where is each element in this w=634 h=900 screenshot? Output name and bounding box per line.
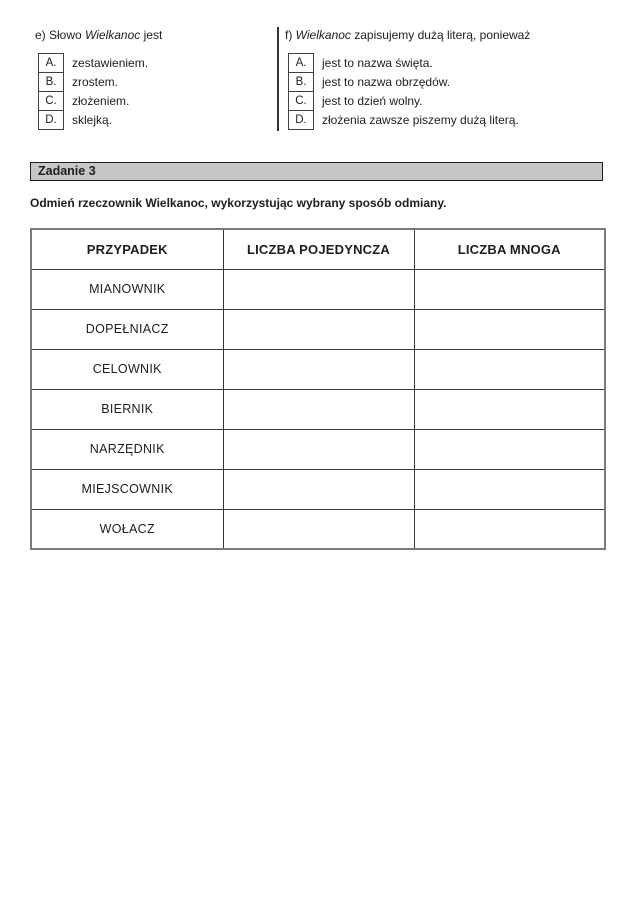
option-text-f-a: jest to nazwa święta. — [322, 56, 433, 70]
option-letter-box-f-c[interactable]: C. — [288, 91, 314, 111]
question-f-options — [288, 53, 615, 130]
option-text-f-b: jest to nazwa obrzędów. — [322, 75, 451, 89]
option-letter-box-e-c[interactable]: C. — [38, 91, 64, 111]
column-header-przypadek: PRZYPADEK — [31, 229, 223, 269]
option-row-f-a — [288, 53, 615, 73]
option-row-f-c — [288, 91, 615, 111]
option-row-f-b — [288, 72, 615, 92]
option-text-e-c: złożeniem. — [72, 94, 130, 108]
case-label-celownik: CELOWNIK — [31, 349, 223, 389]
answer-cell-miejscownik-singular[interactable] — [223, 469, 414, 509]
question-f-title-prefix: f) — [285, 28, 296, 42]
option-text-e-b: zrostem. — [72, 75, 119, 89]
option-text-e-a: zestawieniem. — [72, 56, 149, 70]
case-label-wolacz: WOŁACZ — [31, 509, 223, 549]
task-instruction: Odmień rzeczownik Wielkanoc, wykorzystując wybrany sposób odmiany. — [30, 196, 447, 210]
question-f-title-italic: Wielkanoc — [295, 28, 351, 42]
answer-cell-mianownik-plural[interactable] — [414, 269, 605, 309]
question-e-options — [38, 53, 270, 130]
answer-cell-dopelniacz-plural[interactable] — [414, 309, 605, 349]
table-row-miejscownik — [31, 469, 605, 509]
task-header-bar — [30, 162, 603, 181]
option-letter-box-f-a[interactable]: A. — [288, 53, 314, 73]
case-label-mianownik: MIANOWNIK — [31, 269, 223, 309]
answer-cell-mianownik-singular[interactable] — [223, 269, 414, 309]
case-label-biernik: BIERNIK — [31, 389, 223, 429]
case-label-miejscownik: MIEJSCOWNIK — [31, 469, 223, 509]
questions-divider — [277, 27, 279, 131]
option-letter-box-e-a[interactable]: A. — [38, 53, 64, 73]
question-f-title — [285, 28, 615, 42]
table-row-wolacz — [31, 509, 605, 549]
option-row-e-d — [38, 110, 270, 130]
option-letter-box-e-b[interactable]: B. — [38, 72, 64, 92]
answer-cell-wolacz-singular[interactable] — [223, 509, 414, 549]
case-label-dopelniacz: DOPEŁNIACZ — [31, 309, 223, 349]
column-header-liczba-mnoga: LICZBA MNOGA — [414, 229, 605, 269]
table-row-narzednik — [31, 429, 605, 469]
answer-cell-biernik-plural[interactable] — [414, 389, 605, 429]
answer-cell-biernik-singular[interactable] — [223, 389, 414, 429]
answer-cell-celownik-plural[interactable] — [414, 349, 605, 389]
option-letter-box-f-b[interactable]: B. — [288, 72, 314, 92]
option-text-f-d: złożenia zawsze piszemy dużą literą. — [322, 113, 519, 127]
question-f-title-suffix: zapisujemy dużą literą, ponieważ — [350, 28, 531, 42]
question-e-title-suffix: jest — [140, 28, 163, 42]
option-row-e-a — [38, 53, 270, 73]
table-row-celownik — [31, 349, 605, 389]
answer-cell-narzednik-plural[interactable] — [414, 429, 605, 469]
question-f — [285, 28, 615, 130]
answer-cell-celownik-singular[interactable] — [223, 349, 414, 389]
answer-cell-miejscownik-plural[interactable] — [414, 469, 605, 509]
option-text-e-d: sklejką. — [72, 113, 113, 127]
table-row-mianownik — [31, 269, 605, 309]
question-e-title — [35, 28, 270, 42]
case-label-narzednik: NARZĘDNIK — [31, 429, 223, 469]
option-letter-box-e-d[interactable]: D. — [38, 110, 64, 130]
option-row-e-b — [38, 72, 270, 92]
declension-table — [30, 228, 606, 550]
table-row-dopelniacz — [31, 309, 605, 349]
option-letter-box-f-d[interactable]: D. — [288, 110, 314, 130]
answer-cell-dopelniacz-singular[interactable] — [223, 309, 414, 349]
option-row-f-d — [288, 110, 615, 130]
question-e — [35, 28, 270, 130]
answer-cell-wolacz-plural[interactable] — [414, 509, 605, 549]
option-row-e-c — [38, 91, 270, 111]
task-header-label: Zadanie 3 — [38, 164, 96, 178]
column-header-liczba-pojedyncza: LICZBA POJEDYNCZA — [223, 229, 414, 269]
table-row-biernik — [31, 389, 605, 429]
option-text-f-c: jest to dzień wolny. — [322, 94, 423, 108]
answer-cell-narzednik-singular[interactable] — [223, 429, 414, 469]
question-e-title-italic: Wielkanoc — [85, 28, 141, 42]
table-header-row — [31, 229, 605, 269]
question-e-title-prefix: e) Słowo — [35, 28, 86, 42]
